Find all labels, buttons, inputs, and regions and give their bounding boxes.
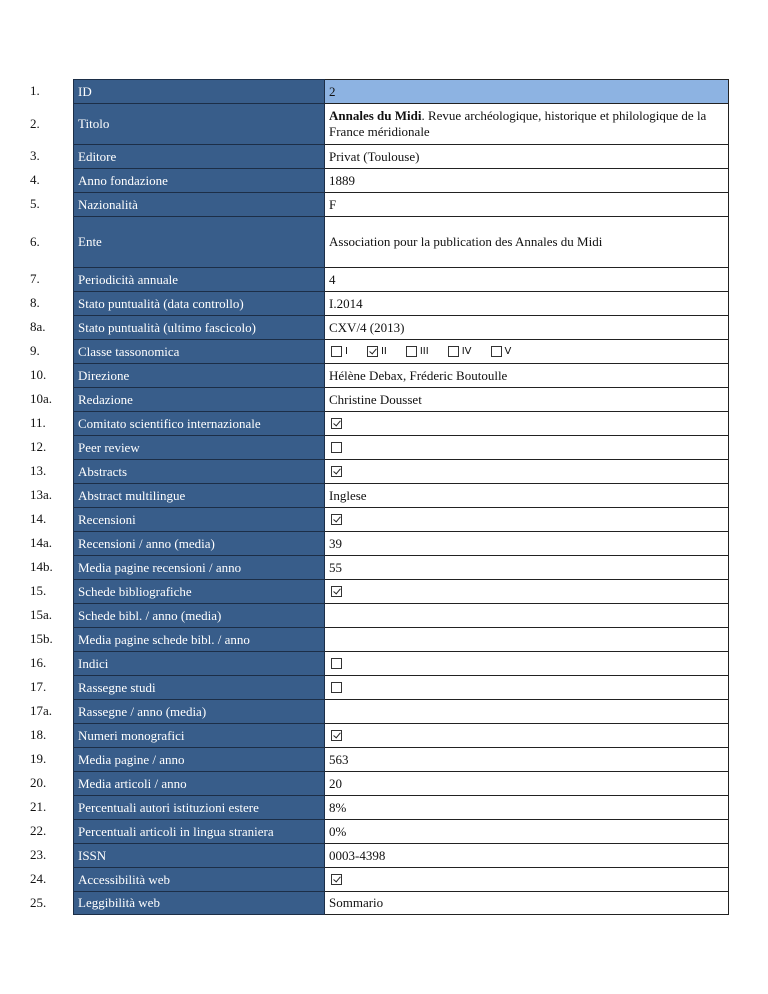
title-main: Annales du Midi <box>329 108 422 123</box>
row-classe-tassonomica <box>25 339 729 363</box>
taxonomy-option-i: I <box>329 344 348 360</box>
field-value: 1889 <box>325 168 729 192</box>
field-label: Peer review <box>73 435 325 459</box>
row-accessibilita-web <box>25 867 729 891</box>
field-value <box>325 459 729 483</box>
row-number: 5. <box>30 196 40 211</box>
field-label: Anno fondazione <box>73 168 325 192</box>
field-label: Stato puntualità (ultimo fascicolo) <box>73 315 325 339</box>
field-label: Percentuali autori istituzioni estere <box>73 795 325 819</box>
field-label: Media pagine / anno <box>73 747 325 771</box>
field-value: 4 <box>325 267 729 291</box>
field-value <box>325 411 729 435</box>
field-value: Privat (Toulouse) <box>325 144 729 168</box>
row-number: 10. <box>30 367 47 382</box>
row-number: 4. <box>30 172 40 187</box>
taxonomy-options <box>329 344 528 360</box>
field-value: 0003-4398 <box>325 843 729 867</box>
row-redazione <box>25 387 729 411</box>
field-label: Media pagine recensioni / anno <box>73 555 325 579</box>
row-number: 10a. <box>30 391 53 406</box>
field-value <box>325 867 729 891</box>
taxonomy-option-iii: III <box>404 344 429 360</box>
row-numeri-monografici <box>25 723 729 747</box>
field-value: 8% <box>325 795 729 819</box>
row-number: 15a. <box>30 607 53 622</box>
field-label: ID <box>73 79 325 103</box>
field-label: Rassegne studi <box>73 675 325 699</box>
field-label: Classe tassonomica <box>73 339 325 363</box>
field-label: Leggibilità web <box>73 891 325 915</box>
row-recensioni-anno <box>25 531 729 555</box>
field-value: 20 <box>325 771 729 795</box>
taxonomy-option-iv: IV <box>446 344 472 360</box>
row-number: 12. <box>30 439 47 454</box>
row-media-pagine-anno <box>25 747 729 771</box>
row-media-articoli-anno <box>25 771 729 795</box>
checkbox[interactable] <box>331 442 342 453</box>
row-number: 20. <box>30 775 47 790</box>
checkbox[interactable] <box>331 682 342 693</box>
row-number: 1. <box>30 83 40 98</box>
row-stato-ultimo-fascicolo <box>25 315 729 339</box>
row-number: 14b. <box>30 559 53 574</box>
field-value: 39 <box>325 531 729 555</box>
row-number: 19. <box>30 751 47 766</box>
checkbox[interactable] <box>331 514 342 525</box>
row-leggibilita-web <box>25 891 729 915</box>
field-value: Sommario <box>325 891 729 915</box>
row-stato-data-controllo <box>25 291 729 315</box>
field-value: CXV/4 (2013) <box>325 315 729 339</box>
row-number: 24. <box>30 871 47 886</box>
field-value: Hélène Debax, Fréderic Boutoulle <box>325 363 729 387</box>
field-value: 55 <box>325 555 729 579</box>
row-media-pagine-recensioni <box>25 555 729 579</box>
field-label: Media articoli / anno <box>73 771 325 795</box>
row-number: 16. <box>30 655 47 670</box>
row-peer-review <box>25 435 729 459</box>
field-value: 563 <box>325 747 729 771</box>
field-label: Abstracts <box>73 459 325 483</box>
row-number: 8. <box>30 295 40 310</box>
row-direzione <box>25 363 729 387</box>
checkbox[interactable] <box>331 586 342 597</box>
row-number: 14a. <box>30 535 53 550</box>
field-value <box>325 627 729 651</box>
row-rassegne-anno <box>25 699 729 723</box>
row-number: 23. <box>30 847 47 862</box>
row-number: 18. <box>30 727 47 742</box>
field-label: Media pagine schede bibl. / anno <box>73 627 325 651</box>
field-value: Association pour la publication des Annales du Midi <box>325 216 729 267</box>
field-label: Nazionalità <box>73 192 325 216</box>
checkbox[interactable] <box>331 874 342 885</box>
row-number: 15b. <box>30 631 53 646</box>
row-editore <box>25 144 729 168</box>
field-value <box>325 435 729 459</box>
row-schede-bibl-anno <box>25 603 729 627</box>
field-value: Christine Dousset <box>325 387 729 411</box>
row-number: 25. <box>30 895 47 910</box>
row-abstract-multilingue <box>25 483 729 507</box>
field-label: Percentuali articoli in lingua straniera <box>73 819 325 843</box>
row-number: 9. <box>30 343 40 358</box>
checkbox[interactable] <box>406 346 417 357</box>
field-label: Recensioni / anno (media) <box>73 531 325 555</box>
checkbox[interactable] <box>367 346 378 357</box>
field-label: Recensioni <box>73 507 325 531</box>
field-value <box>325 651 729 675</box>
row-number: 17. <box>30 679 47 694</box>
field-label: Accessibilità web <box>73 867 325 891</box>
row-number: 11. <box>30 415 46 430</box>
checkbox[interactable] <box>331 730 342 741</box>
checkbox[interactable] <box>448 346 459 357</box>
field-label: Redazione <box>73 387 325 411</box>
row-media-pagine-schede <box>25 627 729 651</box>
row-autori-estere <box>25 795 729 819</box>
row-titolo <box>25 103 729 144</box>
row-ente <box>25 216 729 267</box>
row-articoli-lingua-straniera <box>25 819 729 843</box>
field-label: Direzione <box>73 363 325 387</box>
row-nazionalita <box>25 192 729 216</box>
taxonomy-option-ii: II <box>365 344 387 360</box>
field-value: 0% <box>325 819 729 843</box>
row-number: 8a. <box>30 319 46 334</box>
field-label: Periodicità annuale <box>73 267 325 291</box>
row-number: 21. <box>30 799 47 814</box>
field-value <box>325 507 729 531</box>
checkbox[interactable] <box>331 466 342 477</box>
field-label: Ente <box>73 216 325 267</box>
row-number: 3. <box>30 148 40 163</box>
row-number: 13. <box>30 463 47 478</box>
journal-record-table <box>25 79 729 915</box>
row-number: 22. <box>30 823 47 838</box>
field-value <box>325 675 729 699</box>
field-label: Editore <box>73 144 325 168</box>
row-abstracts <box>25 459 729 483</box>
checkbox[interactable] <box>331 658 342 669</box>
checkbox[interactable] <box>331 418 342 429</box>
field-label: Schede bibl. / anno (media) <box>73 603 325 627</box>
field-value <box>325 699 729 723</box>
field-value: Inglese <box>325 483 729 507</box>
row-number: 17a. <box>30 703 53 718</box>
field-label: Stato puntualità (data controllo) <box>73 291 325 315</box>
row-issn <box>25 843 729 867</box>
row-anno-fondazione <box>25 168 729 192</box>
field-label: Indici <box>73 651 325 675</box>
row-indici <box>25 651 729 675</box>
field-value <box>325 723 729 747</box>
field-value: 2 <box>325 79 729 103</box>
row-schede-bibliografiche <box>25 579 729 603</box>
field-value <box>325 579 729 603</box>
field-label: Abstract multilingue <box>73 483 325 507</box>
field-value: I.2014 <box>325 291 729 315</box>
field-value: F <box>325 192 729 216</box>
taxonomy-option-v: V <box>489 344 512 360</box>
field-label: Comitato scientifico internazionale <box>73 411 325 435</box>
row-rassegne-studi <box>25 675 729 699</box>
field-value <box>325 103 729 144</box>
row-number: 6. <box>30 233 40 249</box>
field-label: ISSN <box>73 843 325 867</box>
title-subtitle: . Revue archéologique, historique et philologique de la France méridionale <box>329 108 707 139</box>
row-number: 14. <box>30 511 47 526</box>
row-number: 7. <box>30 271 40 286</box>
field-label: Schede bibliografiche <box>73 579 325 603</box>
row-comitato-scientifico <box>25 411 729 435</box>
field-label: Rassegne / anno (media) <box>73 699 325 723</box>
checkbox[interactable] <box>331 346 342 357</box>
row-number: 15. <box>30 583 47 598</box>
field-value <box>325 339 729 363</box>
row-id <box>25 79 729 103</box>
field-label: Titolo <box>73 103 325 144</box>
row-number: 2. <box>30 115 40 131</box>
field-label: Numeri monografici <box>73 723 325 747</box>
field-value <box>325 603 729 627</box>
row-recensioni <box>25 507 729 531</box>
checkbox[interactable] <box>491 346 502 357</box>
row-periodicita <box>25 267 729 291</box>
row-number: 13a. <box>30 487 53 502</box>
